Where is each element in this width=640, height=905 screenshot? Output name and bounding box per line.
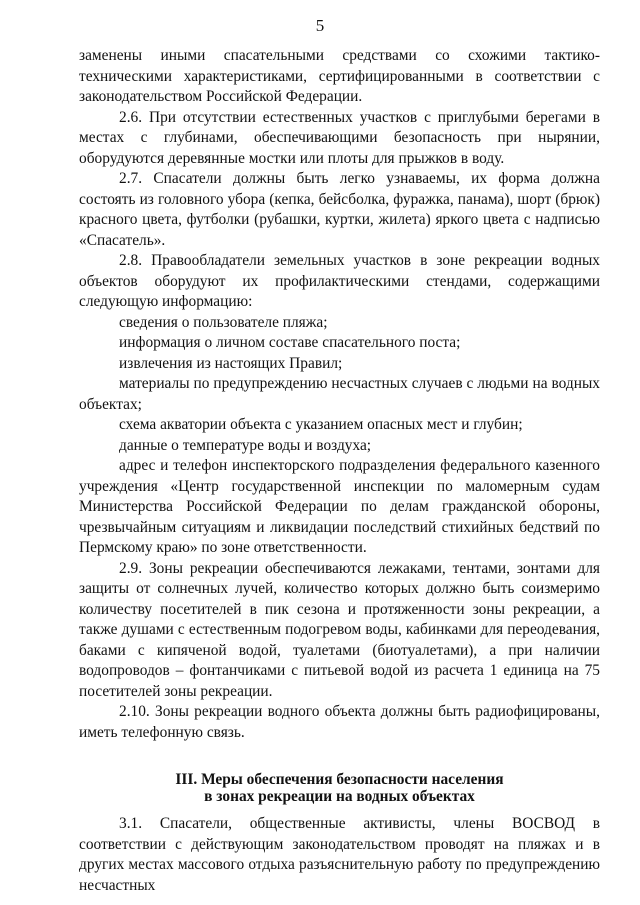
list-item: извлечения из настоящих Правил; [119, 354, 343, 372]
list-item: информация о личном составе спасательного поста; [119, 334, 461, 351]
paragraph-3-1: 3.1. Спасатели, общественные активисты, члены ВОСВОД в соответствии с действующим законодательством проводят на пляжах и в других местах массового отдыха разъяснительную работу по предупреждению несчастных [79, 815, 600, 894]
document-body [79, 46, 600, 896]
list-item: адрес и телефон инспекторского подразделения федерального казенного учреждения «Центр государственной инспекции по маломерным судам Министерства Российской Федерации по делам гражданской обороны, чрезвычайным ситуациям и ликвидации последствий стихийных бедствий по Пермскому краю» по зоне ответственности. [79, 457, 600, 556]
list-item: схема акватории объекта с указанием опасных мест и глубин; [119, 416, 523, 433]
section-heading-line2: в зонах рекреации на водных объектах [204, 788, 475, 805]
section-heading [79, 771, 600, 805]
section-heading-line1: III. Меры обеспечения безопасности населения [175, 771, 504, 788]
list-item: данные о температуре воды и воздуха; [119, 436, 372, 454]
paragraph-2-10: 2.10. Зоны рекреации водного объекта должны быть радиофицированы, иметь телефонную связь. [79, 703, 600, 741]
list-item: сведения о пользователе пляжа; [119, 313, 328, 331]
paragraph-2-9: 2.9. Зоны рекреации обеспечиваются лежаками, тентами, зонтами для защиты от солнечных лучей, количество которых должно быть соизмеримо количеству посетителей в пик сезона и протяженности зоны рекреации, а также душами с естественным подогревом воды, кабинками для переодевания, баками с кипяченой водой, туалетами (биотуалетами), а при наличии водопроводов – фонтанчиками с питьевой водой из расчета 1 единица на 75 посетителей зоны рекреации. [79, 559, 600, 700]
page-number: 5 [315, 16, 325, 35]
list-item: материалы по предупреждению несчастных случаев с людьми на водных объектах; [79, 375, 600, 413]
paragraph-2-6: 2.6. При отсутствии естественных участков с приглубыми берегами в местах с глубинами, обеспечивающими безопасность при нырянии, оборудуются деревянные мостки или плоты для прыжков в воду. [79, 108, 600, 167]
paragraph-continuation: заменены иными спасательными средствами со схожими тактико-техническими характеристиками, сертифицированными в соответствии с законодательством Российской Федерации. [79, 47, 600, 105]
paragraph-2-7: 2.7. Спасатели должны быть легко узнаваемы, их форма должна состоять из головного убора (кепка, бейсболка, фуражка, панама), шорт (брюк) красного цвета, футболки (рубашки, куртки, жилета) яркого цвета с надписью «Спасатель». [79, 170, 600, 249]
paragraph-2-8: 2.8. Правообладатели земельных участков в зоне рекреации водных объектов оборудуют их профилактическими стендами, содержащими следующую информацию: [79, 252, 600, 310]
